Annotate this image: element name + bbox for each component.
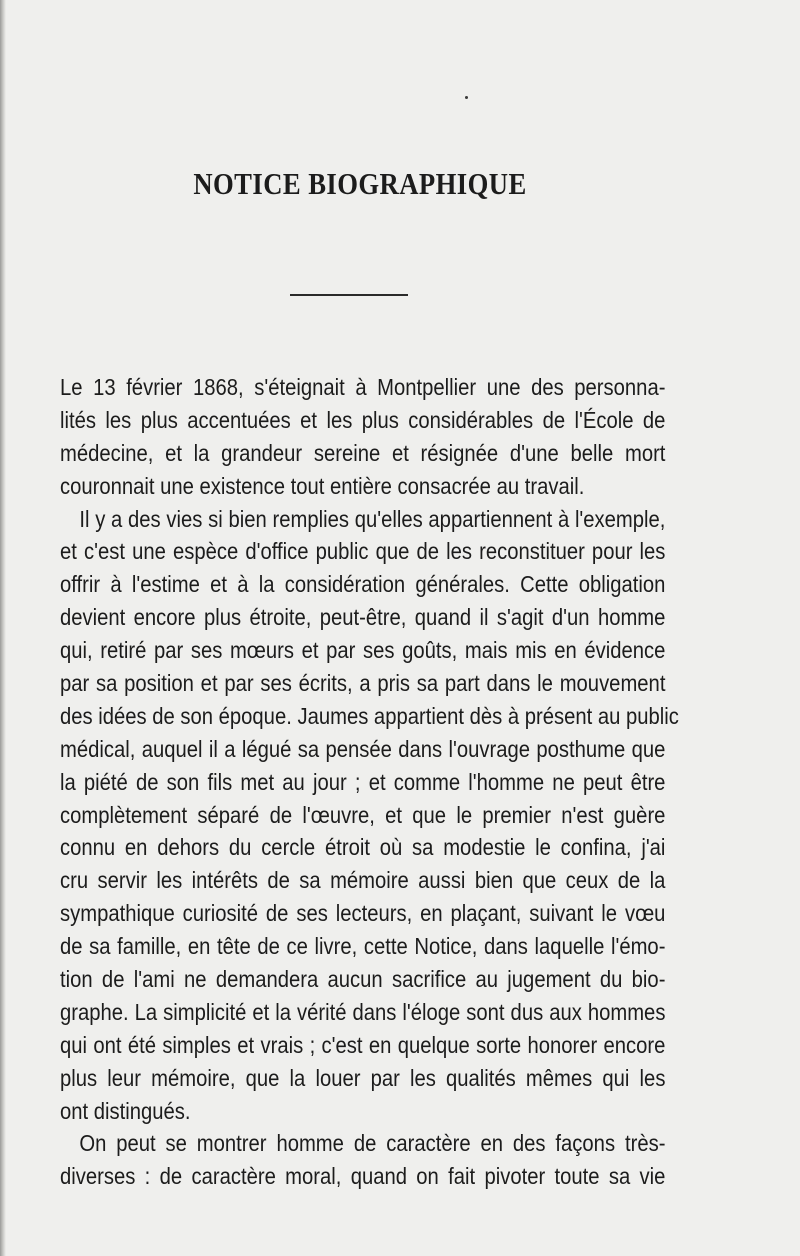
text-line: lités les plus accentuées et les plus considérables de l'École de: [60, 406, 666, 433]
text-line: Il y a des vies si bien remplies qu'elles appartiennent à l'exemple,: [79, 505, 666, 532]
text-line: des idées de son époque. Jaumes appartient dès à présent au public: [60, 702, 679, 729]
text-line: couronnait une existence tout entière consacrée au travail.: [60, 472, 585, 499]
text-line: par sa position et par ses écrits, a pris sa part dans le mouvement: [60, 670, 666, 697]
text-line: devient encore plus étroite, peut-être, quand il s'agit d'un homme: [60, 604, 666, 631]
page-edge: [0, 0, 6, 1256]
page-title: NOTICE BIOGRAPHIQUE: [193, 166, 527, 201]
text-line: ont distingués.: [60, 1097, 191, 1124]
title-divider: [290, 294, 408, 296]
text-line: qui, retiré par ses mœurs et par ses goûts, mais mis en évidence: [60, 637, 666, 664]
text-line: diverses : de caractère moral, quand on fait pivoter toute sa vie: [60, 1163, 666, 1190]
printer-mark: [465, 96, 468, 99]
text-line: graphe. La simplicité et la vérité dans l'éloge sont dus aux hommes: [60, 998, 666, 1025]
text-line: offrir à l'estime et à la considération générales. Cette obligation: [60, 571, 666, 598]
text-line: de sa famille, en tête de ce livre, cette Notice, dans laquelle l'émo-: [60, 933, 666, 960]
text-line: sympathique curiosité de ses lecteurs, en plaçant, suivant le vœu: [60, 900, 666, 927]
text-line: connu en dehors du cercle étroit où sa modestie le confina, j'ai: [60, 834, 666, 861]
text-line: complètement séparé de l'œuvre, et que le premier n'est guère: [60, 801, 666, 828]
text-line: On peut se montrer homme de caractère en des façons très-: [79, 1130, 666, 1157]
text-line: cru servir les intérêts de sa mémoire aussi bien que ceux de la: [60, 867, 666, 894]
text-line: qui ont été simples et vrais ; c'est en quelque sorte honorer encore: [60, 1031, 666, 1058]
text-line: Le 13 février 1868, s'éteignait à Montpellier une des personna-: [60, 374, 666, 400]
text-line: tion de l'ami ne demandera aucun sacrifice au jugement du bio-: [60, 966, 666, 993]
text-line: médical, auquel il a légué sa pensée dans l'ouvrage posthume que: [60, 735, 666, 762]
text-line: plus leur mémoire, que la louer par les qualités mêmes qui les: [60, 1064, 666, 1091]
text-line: la piété de son fils met au jour ; et comme l'homme ne peut être: [60, 768, 666, 795]
text-line: et c'est une espèce d'office public que de les reconstituer pour les: [60, 538, 666, 565]
body-text: [60, 371, 765, 1193]
text-line: médecine, et la grandeur sereine et résignée d'une belle mort: [60, 439, 666, 466]
